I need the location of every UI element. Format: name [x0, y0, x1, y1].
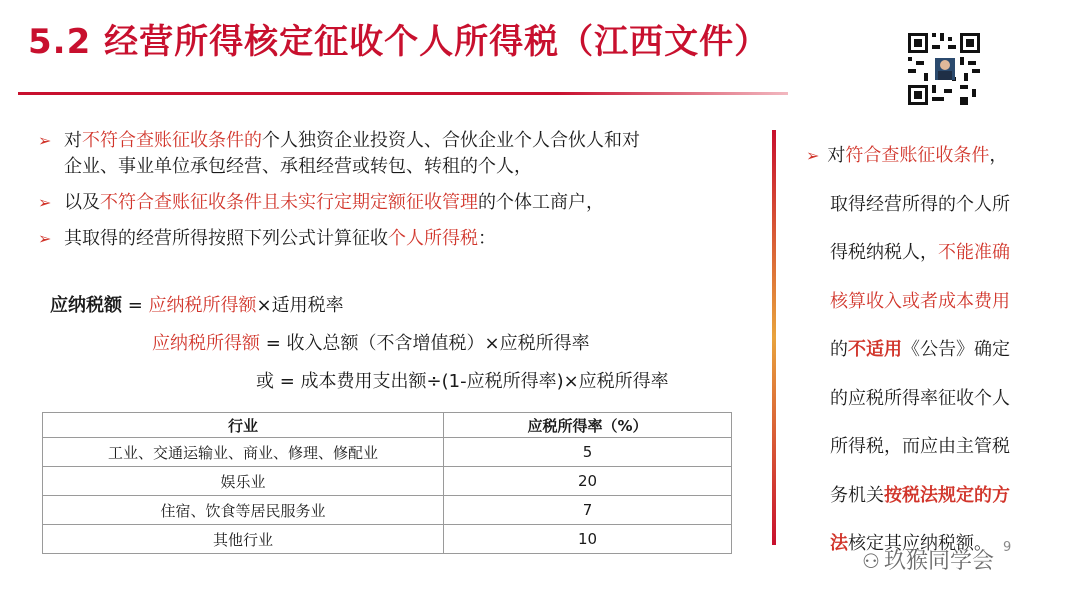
table-cell-industry: 其他行业 — [43, 525, 444, 554]
title-underline — [18, 92, 788, 95]
table-cell-rate: 20 — [444, 467, 732, 496]
table-cell-industry: 工业、交通运输业、商业、修理、修配业 — [43, 438, 444, 467]
bullet-item: ➢ 其取得的经营所得按照下列公式计算征收个人所得税： — [38, 226, 758, 252]
formula-taxable-income: 应纳税所得额 = 收入总额（不含增值税）×应税所得率 — [152, 333, 590, 354]
table-row — [43, 438, 732, 467]
formula-tax-payable: 应纳税额 = 应纳税所得额×适用税率 — [50, 295, 344, 316]
arrow-bullet-icon: ➢ — [38, 131, 52, 150]
arrow-bullet-icon: ➢ — [38, 193, 52, 212]
page-number: 9 — [1003, 540, 1012, 555]
watermark: ⚇ 玖猴同学会 — [862, 549, 994, 574]
right-note: ➢ 对符合查账征收条件， 取得经营所得的个人所 得税纳税人，不能准确 核算收入或者成本费用 的不适用《公告》确定 的应税所得率征收个人 所得税，而应由主管税 务机关按税法规定的方 法核定其应纳税额。 — [806, 145, 1010, 554]
arrow-bullet-icon: ➢ — [38, 229, 52, 248]
table-cell-rate: 10 — [444, 525, 732, 554]
table-row — [43, 467, 732, 496]
table-cell-rate: 5 — [444, 438, 732, 467]
table-header-industry: 行业 — [43, 413, 444, 438]
table-header-row — [43, 413, 732, 438]
bullet-item: ➢ 对不符合查账征收条件的个人独资企业投资人、合伙企业个人合伙人和对 企业、事业单位承包经营、承租经营或转包、转租的个人， — [38, 130, 640, 177]
formula-alternative: 或 = 成本费用支出额÷(1-应税所得率)×应税所得率 — [256, 371, 669, 392]
table-cell-industry: 娱乐业 — [43, 467, 444, 496]
vertical-divider — [772, 130, 776, 545]
table-header-rate: 应税所得率（%） — [444, 413, 732, 438]
page-title: 5.2 经营所得核定征收个人所得税（江西文件） — [28, 22, 770, 62]
table-row — [43, 496, 732, 525]
table-cell-industry: 住宿、饮食等居民服务业 — [43, 496, 444, 525]
wechat-icon: ⚇ — [862, 549, 880, 573]
left-content — [38, 128, 758, 262]
rate-table — [42, 412, 732, 554]
bullet-item: ➢ 以及不符合查账征收条件且未实行定期定额征收管理的个体工商户， — [38, 190, 758, 216]
qr-code-image — [905, 30, 983, 108]
arrow-bullet-icon: ➢ — [806, 146, 820, 165]
table-row — [43, 525, 732, 554]
table-cell-rate: 7 — [444, 496, 732, 525]
